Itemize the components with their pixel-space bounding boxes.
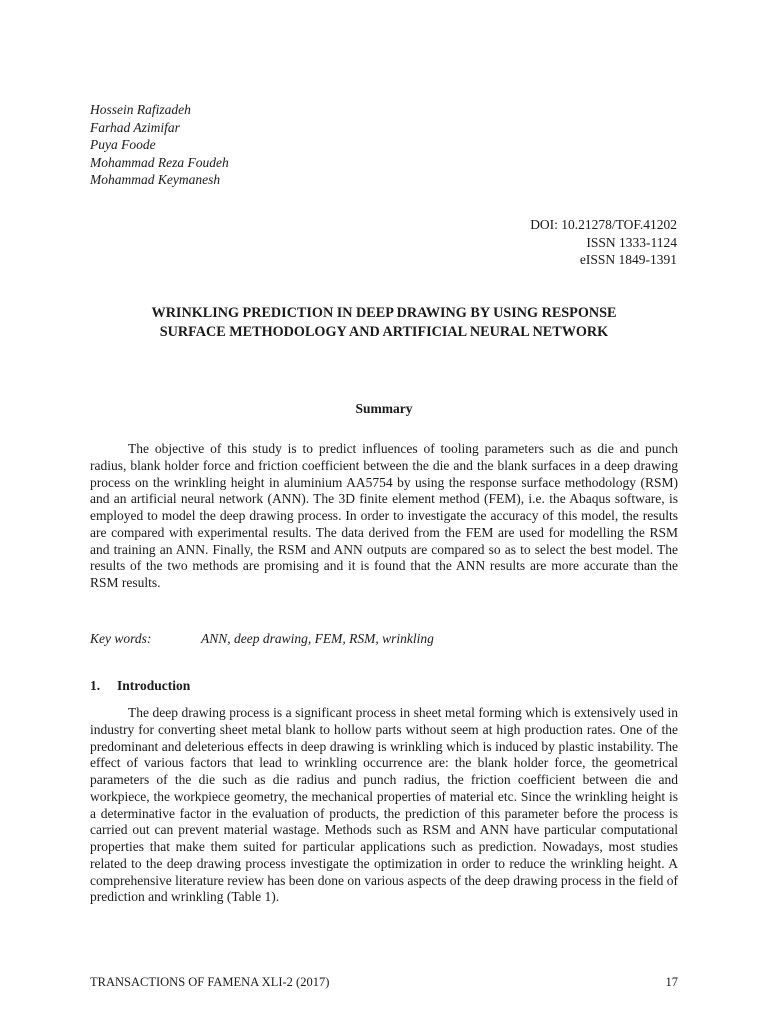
section-number: 1. [90,678,101,693]
author-name: Farhad Azimifar [90,119,180,135]
author-name: Puya Foode [90,137,156,152]
eissn: eISSN 1849-1391 [579,252,677,267]
section-title: Introduction [117,678,191,693]
title-line: SURFACE METHODOLOGY AND ARTIFICIAL NEURAL NETWORK [159,324,609,340]
journal-name: TRANSACTIONS OF FAMENA XLI-2 (2017) [90,975,330,989]
author-name: Mohammad Reza Foudeh [90,154,229,170]
keywords-label: Key words: [90,631,152,646]
page-number: 17 [665,975,678,989]
keywords-line [90,630,434,647]
doi-link[interactable]: DOI: 10.21278/TOF.41202 [530,217,677,232]
title-line: WRINKLING PREDICTION IN DEEP DRAWING BY USING RESPONSE [151,305,617,321]
introduction-text: The deep drawing process is a significant process in sheet metal forming which is extensively used in industry for converting sheet metal blank to hollow parts without seem at high production rates. One of the predominant and deleterious effects in deep drawing is wrinkling which is induced by plastic instability. The effect of various factors that lead to wrinkling occurrence are: the blank holder force, the geometrical parameters of the die such as die radius and punch radius, the friction coefficient between die and workpiece, the workpiece geometry, the mechanical properties of material etc. Since the wrinkling height is a determinative factor in the evaluation of products, the prediction of this parameter before the process is carried out can prevent material wastage. Methods such as RSM and ANN have particular computational properties that make them suited for particular applications such as prediction. Nowadays, most studies related to the deep drawing process investigate the optimization in order to reduce the wrinkling height. A comprehensive literature review has been done on various aspects of the deep drawing process in the field of prediction and wrinkling (Table 1). [90,705,678,905]
article-identifiers [530,216,677,269]
paper-title [90,304,678,342]
issn: ISSN 1333-1124 [586,234,677,250]
section-heading-introduction [90,677,190,694]
summary-text: The objective of this study is to predict influences of tooling parameters such as die and punch radius, blank holder force and friction coefficient between the die and the blank surfaces in a deep drawing process on the wrinkling height in aluminium AA5754 by using the response surface methodology (RSM) and an artificial neural network (ANN). The 3D finite element method (FEM), i.e. the Abaqus software, is employed to model the deep drawing process. In order to investigate the accuracy of this model, the results are compared with experimental results. The data derived from the FEM are used for modelling the RSM and training an ANN. Finally, the RSM and ANN outputs are compared so as to select the best model. The results of the two methods are promising and it is found that the ANN results are more accurate than the RSM results. [90,441,678,590]
keywords-value: ANN, deep drawing, FEM, RSM, wrinkling [201,631,434,646]
summary-heading: Summary [355,401,413,416]
author-name: Mohammad Keymanesh [90,172,221,187]
author-name: Hossein Rafizadeh [90,102,191,117]
author-list [90,101,229,189]
